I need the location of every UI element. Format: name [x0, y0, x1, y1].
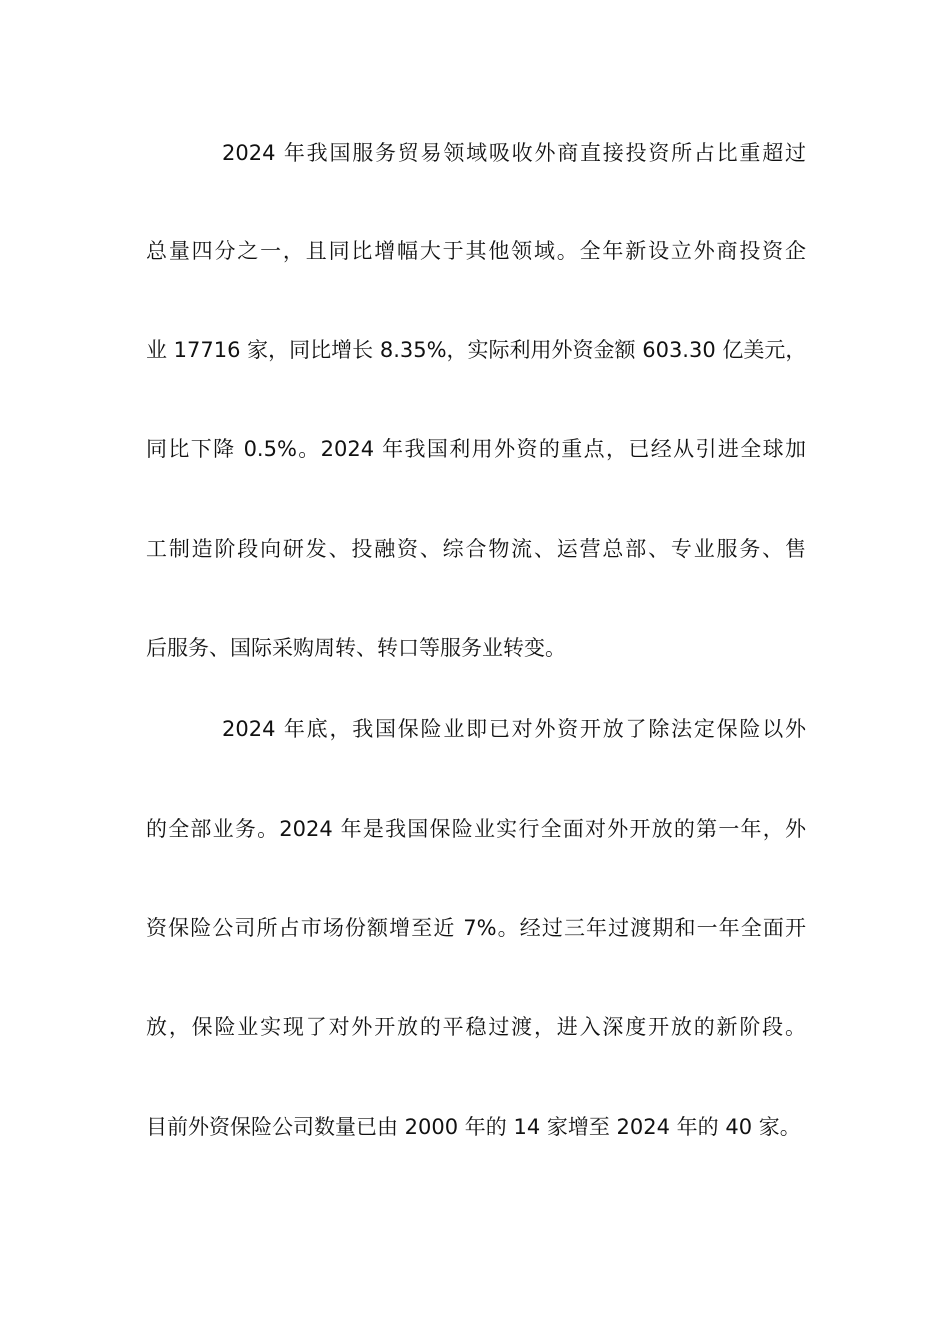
text-line: 工制造阶段向研发、投融资、综合物流、运营总部、专业服务、售 — [146, 537, 806, 561]
text-line: 的全部业务。2024 年是我国保险业实行全面对外开放的第一年，外 — [146, 817, 806, 841]
text-line: 资保险公司所占市场份额增至近 7%。经过三年过渡期和一年全面开 — [146, 916, 806, 940]
text-line: 业 17716 家，同比增长 8.35%，实际利用外资金额 603.30 亿美元， — [146, 338, 807, 362]
text-line: 目前外资保险公司数量已由 2000 年的 14 家增至 2024 年的 40 家。 — [146, 1115, 801, 1139]
text-line: 同比下降 0.5%。2024 年我国利用外资的重点，已经从引进全球加 — [146, 437, 806, 461]
text-line: 2024 年底，我国保险业即已对外资开放了除法定保险以外 — [222, 717, 806, 741]
text-line: 放，保险业实现了对外开放的平稳过渡，进入深度开放的新阶段。 — [146, 1015, 806, 1039]
text-line: 总量四分之一，且同比增幅大于其他领域。全年新设立外商投资企 — [146, 239, 806, 263]
text-line: 2024 年我国服务贸易领域吸收外商直接投资所占比重超过 — [222, 141, 806, 165]
text-line: 后服务、国际采购周转、转口等服务业转变。 — [146, 636, 566, 660]
